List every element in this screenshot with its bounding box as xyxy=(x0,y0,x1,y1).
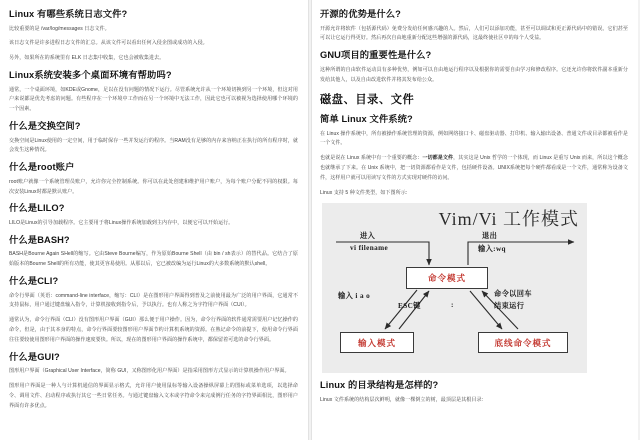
paragraph: 通常，一个桌面环境，如KDE或Gnome，足以在没有问题的情况下运行。尽管系统允许从一个环境切换到另一个环境，但这对用户来说都是优先考虑的问题。有些程序在一个环境中工作而在另一个环境中无法工作，因此它也可以被视为选择使用哪个环境的一个因素。 xyxy=(9,86,298,113)
diagram-label-to-insert: 输入 i a o xyxy=(338,292,371,301)
section-heading-gui: 什么是GUI? xyxy=(9,351,60,362)
diagram-label-run-line2: 结束运行 xyxy=(494,302,525,311)
paragraph: 另外，如果所在的系统里有 ELK 日志集中收集，它也会被收集进去。 xyxy=(9,55,165,62)
paragraph: LILO是Linux的引导加载程序。它主要用于将Linux操作系统加载到主内存中，以便它可以开始运行。 xyxy=(9,220,234,227)
paragraph-everything-is-file: 也就是说在 Linux 系统中有一个重要的概念：一切都是文件，其实这是 Unix 哲学的一个体现，而 Linux 是重写 Unix 而来，所以这个概念也就继承了下来。在 Unix 系统中，把一切资源都看作是文件，包括硬件设备。UNIX系统把每个硬件都看成是一个文件，通常称为设备文件，这样用户就可以用读写文件的方式实现对硬件的访问。 xyxy=(320,155,628,181)
diagram-node-insert-mode: 输入模式 xyxy=(340,332,414,353)
section-heading-lilo: 什么是LILO? xyxy=(9,203,65,214)
paragraph: 图形用户界面是一种人与计算机通信的界面显示格式，允许用户使用鼠标等输入设备操纵屏幕上的图标或菜单选项，以选择命令、调用文件、启动程序或执行其它一些日常任务。与通过键盘输入文本或字符命令来完成例行任务的字符界面相比，图形用户界面有许多优点。 xyxy=(9,383,298,409)
section-heading-root-account: 什么是root账户 xyxy=(9,162,75,173)
paragraph: BASH是Bourne Again SHell的缩写。它由Steve Bourne编写，作为原始Bourne Shell（由 bin / sh表示）的替代品。它结合了原始版本的Bourne Shell的所有功能，使其更容易使用。从那以后，它已被改编为运行Linux的大多数系统的默认shell。 xyxy=(9,251,298,268)
page-right xyxy=(312,0,638,440)
diagram-label-esc: ESC键 xyxy=(398,302,421,311)
paragraph: 命令行界面（英语：command-line interface，缩写：CLI）是在图形用户界面得到普及之前使用最为广泛的用户界面，它通常不支持鼠标，用户通过键盘输入指令，计算机接收到指令后，予以执行。也有人称之为字符用户界面（CUI）。 xyxy=(9,292,298,309)
diagram-label-exit: 退出 xyxy=(482,232,498,241)
paragraph: 在 Linux 操作系统中，所有被操作系统管理的资源，例如网络接口卡、磁盘驱动器、打印机、输入输出设备、普通文件或目录都被看作是一个文件。 xyxy=(320,130,628,147)
paragraph: Linux 文件系统的结构层次鲜明，就像一棵倒立的树，最顶层是其根目录: xyxy=(320,397,484,404)
section-heading-gnu: GNU项目的重要性是什么? xyxy=(320,50,432,61)
diagram-label-exit-command: 输入:wq xyxy=(478,245,506,254)
section-heading-filesystem: 简单 Linux 文件系统? xyxy=(320,113,413,124)
section-heading-cli: 什么是CLI? xyxy=(9,276,59,287)
diagram-title: Vim/Vi 工作模式 xyxy=(438,209,579,230)
paragraph: 交换空间是Linux使用的一定空间，用于临时保存一些并发运行的程序。当RAM没有足够的内存来容纳正在执行的所有程序时，就会发生这种情况。 xyxy=(9,137,298,154)
section-heading-bash: 什么是BASH? xyxy=(9,234,70,245)
section-heading-opensource: 开源的优势是什么? xyxy=(320,9,401,19)
section-heading-swap: 什么是交换空间? xyxy=(9,121,81,132)
paragraph: 图形用户界面（Graphical User Interface，简称 GUI，又称图形化用户界面）是指采用图形方式显示的计算机操作用户界面。 xyxy=(9,368,290,375)
diagram-node-lastline-mode: 底线命令模式 xyxy=(478,332,568,353)
vim-workflow-diagram xyxy=(322,203,587,373)
chapter-heading-disk-dir-file: 磁盘、目录、文件 xyxy=(320,94,415,107)
paragraph: 比较重要的是 /var/log/messages 日志文件。 xyxy=(9,25,110,32)
diagram-node-command-mode: 命令模式 xyxy=(406,267,488,289)
diagram-label-enter-command: vi filename xyxy=(350,244,389,253)
diagram-label-enter: 进入 xyxy=(360,232,376,241)
paragraph: 这种所谓的自由软件运动具有多种优势，例如可以自由地运行程序以及根据你的需要自由学习和修改程序。它还允许你将软件副本重新分发给其他人，以及自由改进软件并将其发布给公众。 xyxy=(320,66,628,83)
section-heading-syslog: Linux 有哪些系统日志文件? xyxy=(9,9,128,19)
paragraph: Linux 支持 5 种文件类型，如下图所示: xyxy=(320,189,408,196)
paragraph: 开源允许将软件（包括源代码）免费分发给任何感兴趣的人。然后，人们可以添加功能，甚至可以调试和更正源代码中的错误。它们甚至可以让它运行得更好。然后再次自由地重新分配这些增强的源代码，这最终使社区中的每个人受益。 xyxy=(320,25,628,42)
section-heading-desktop-env: Linux系统安装多个桌面环境有帮助吗? xyxy=(9,70,172,81)
section-heading-directory-structure: Linux 的目录结构是怎样的? xyxy=(320,380,439,391)
paragraph: 该日志文件是许多进程日志文件的汇总。从该文件可以看出任何入侵企图或成功的入侵。 xyxy=(9,40,208,47)
paragraph: root账户就像一个系统管理员账户，允许你完全控制系统。你可以在此处创建和维护用户账户，为每个账户分配不同的权限。每次安装Linux时都是默认账户。 xyxy=(9,178,298,195)
diagram-label-colon: : xyxy=(451,301,454,310)
diagram-label-run-line1: 命令以回车 xyxy=(494,290,532,299)
paragraph: 通常认为，命令行界面（CLI）没有图形用户界面（GUI）那么便于用户操作。因为，命令行界面的软件通常需要用户记忆操作的命令，但是，由于其本身的特点，命令行界面要较图形用户界面节约计算机系统的资源。在熟记命令的前提下，使用命令行界面往往要较使用图形用户界面的操作速度要快。所以，现在的图形用户界面的操作系统中，都保留着可选的命令行界面。 xyxy=(9,317,298,343)
page-left xyxy=(0,0,308,440)
